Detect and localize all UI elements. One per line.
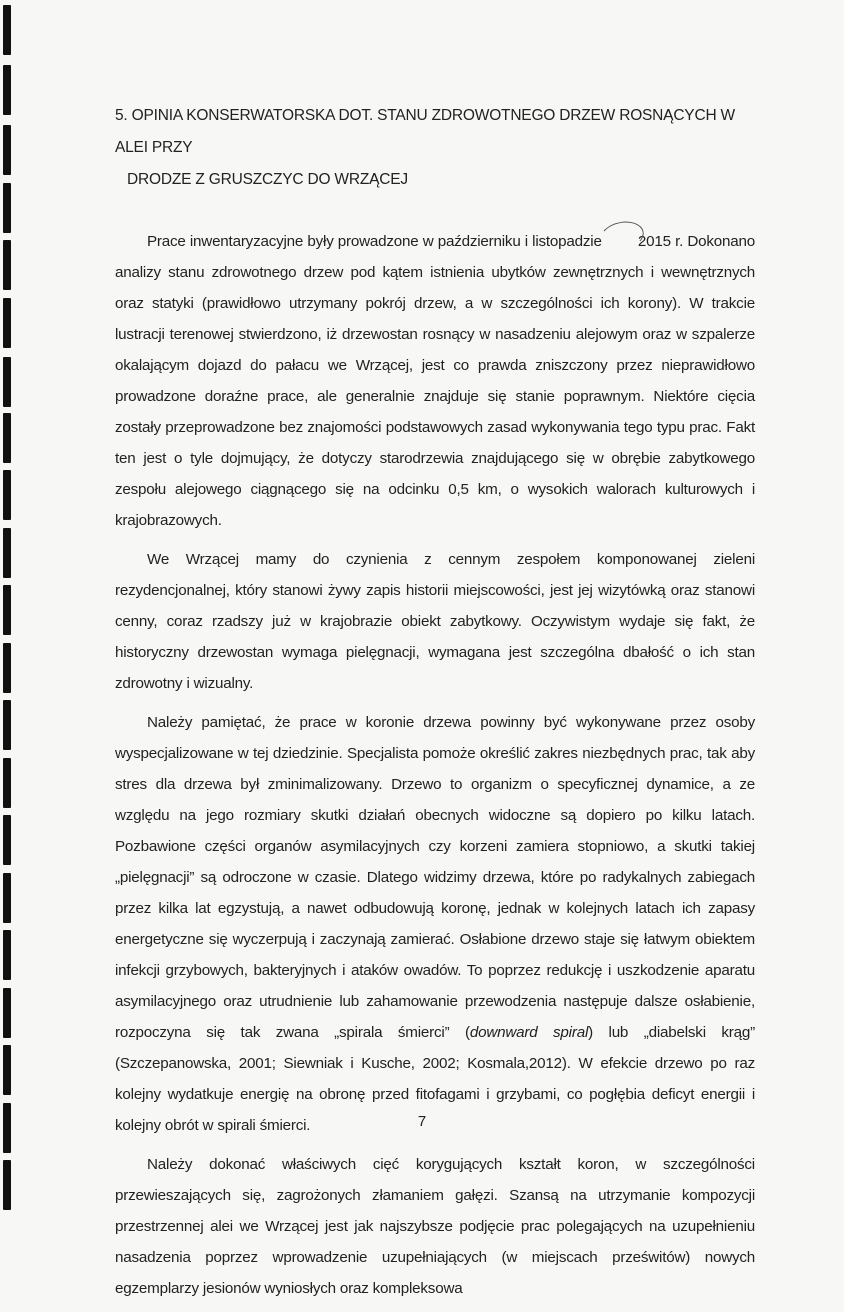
binding-mark [3,930,11,980]
binding-mark [3,815,11,865]
section-heading-line-1: 5. OPINIA KONSERWATORSKA DOT. STANU ZDROWOTNEGO DRZEW ROSNĄCYCH W ALEI PRZY [115,107,735,156]
binding-mark [3,988,11,1038]
binding-mark [3,528,11,578]
binding-mark [3,125,11,175]
paragraph-1-text-b: r. Dokonano analizy stanu zdrowotnego drzew pod kątem istnienia ubytków zewnętrznych i wewnętrznych oraz statyki (prawidłowo utrzymany pokrój drzew, a w szczególności ich korony). W trakcie lustracji terenowej stwierdzono, iż drzewostan rosnący w nasadzeniu alejowym oraz w szpalerze okalającym dojazd do pałacu we Wrzącej, jest co prawda zniszczony przez nieprawidłowo prowadzone doraźne prace, ale generalnie znajduje się stanie poprawnym. Niektóre cięcia zostały przeprowadzone bez znajomości podstawowych zasad wykonywania tego typu prac. Fakt ten jest o tyle dojmujący, że dotyczy starodrzewia znajdującego się w obrębie zabytkowego zespołu alejowego ciągnącego się na odcinku 0,5 km, o wysokich walorach kulturowych i krajobrazowych. [115,233,756,529]
document-body [115,100,755,1312]
handwritten-circled-year [606,226,671,257]
binding-mark [3,1045,11,1095]
paragraph-2: We Wrzącej mamy do czynienia z cennym zespołem komponowanej zieleni rezydencjonalnej, który stanowi żywy zapis historii miejscowości, jest jej wizytówką oraz stanowi cenny, coraz rzadszy już w krajobrazie obiekt zabytkowy. Oczywistym wydaje się fakt, że historyczny drzewostan wymaga pielęgnacji, wymagana jest szczególna dbałość o ich stan zdrowotny i wizualny. [115,551,755,692]
paragraph-3-text-a: Należy pamiętać, że prace w koronie drzewa powinny być wykonywane przez osoby wyspecjalizowane w tej dziedzinie. Specjalista pomoże określić zakres niezbędnych prac, tak aby stres dla drzewa był zminimalizowany. Drzewo to organizm o specyficznej dynamice, a ze względu na jego rozmiary skutki działań obecnych widoczne są dopiero po kilku latach. Pozbawione części organów asymilacyjnych czy korzeni zamiera stopniowo, a skutki takiej „pielęgnacji” są odroczone w czasie. Dlatego widzimy drzewa, które po radykalnych zabiegach przez kilka lat egzystują, a nawet odbudowują koronę, jednak w kolejnych latach ich zapasy energetyczne się wyczerpują i zaczynają zamierać. Osłabione drzewo staje się łatwym obiektem infekcji grzybowych, bakteryjnych i ataków owadów. To poprzez redukcję i uszkodzenie aparatu asymilacyjnego oraz utrudnienie lub zahamowanie przewodzenia następuje dalsze osłabienie, rozpoczyna się tak zwana „spirala śmierci” ( [115,714,755,1041]
section-heading [115,100,755,196]
binding-mark [3,413,11,463]
binding-mark [3,585,11,635]
paragraph-3-text-b: ) lub „diabelski krąg” (Szczepanowska, 2001; Siewniak i Kusche, 2002; Kosmala,2012). W efekcie drzewo po raz kolejny wydatkuje energię na obronę przed fitofagami i grzybami, co pogłębia deficyt energii i kolejny obrót w spirali śmierci. [115,1024,756,1134]
paragraph-4: Należy dokonać właściwych cięć korygujących kształt koron, w szczególności przewieszających się, zagrożonych złamaniem gałęzi. Szansą na utrzymanie kompozycji przestrzennej alei we Wrzącej jest jak najszybsze podjęcie prac polegających na uzupełnieniu nasadzenia poprzez wprowadzenie uzupełniających (w miejscach prześwitów) nowych egzemplarzy jesionów wyniosłych oraz kompleksowa [115,1156,755,1297]
section-heading-line-2: DRODZE Z GRUSZCZYC DO WRZĄCEJ [127,171,408,188]
binding-mark [3,700,11,750]
binding-mark [3,357,11,407]
binding-mark [3,873,11,923]
binding-strip [0,0,18,1199]
binding-mark [3,470,11,520]
binding-mark [3,65,11,115]
binding-mark [3,183,11,233]
year-text: 2015 [637,233,671,250]
paragraph-1-text-a: Prace inwentaryzacyjne były prowadzone w październiku i listopadzie [147,233,606,250]
binding-mark [3,643,11,693]
paragraph-1 [115,226,755,536]
binding-mark [3,758,11,808]
binding-mark [3,298,11,348]
binding-mark [3,5,11,55]
paragraph-3 [115,707,755,1141]
paragraph-3-italic-term: downward spiral [469,1024,589,1041]
page-number: 7 [417,1113,427,1130]
binding-mark [3,1160,11,1210]
binding-mark [3,240,11,290]
